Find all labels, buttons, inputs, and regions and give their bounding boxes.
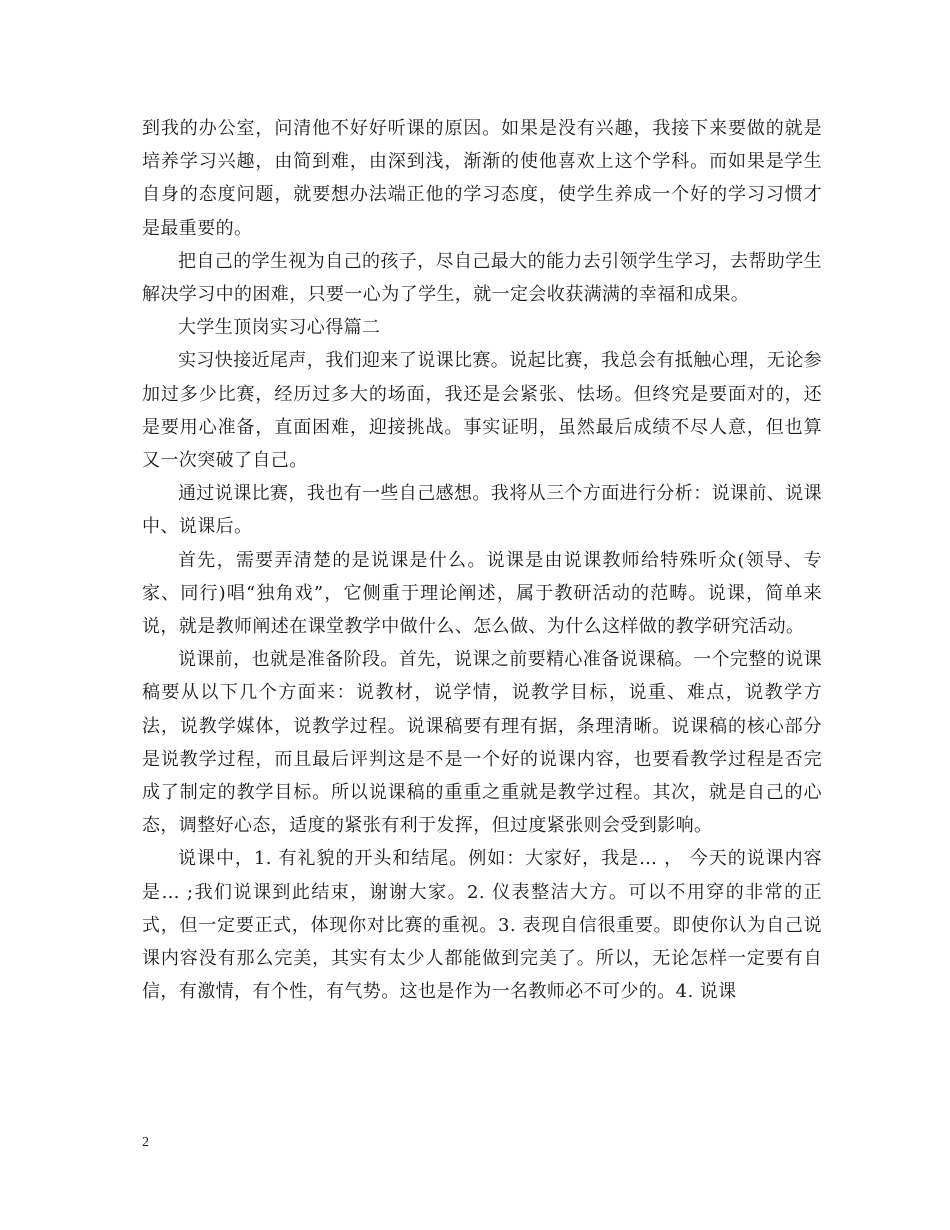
page-number: 2 (142, 1135, 149, 1150)
paragraph: 通过说课比赛，我也有一些自己感想。我将从三个方面进行分析：说课前、说课中、说课后。 (142, 483, 822, 538)
paragraph: 实习快接近尾声，我们迎来了说课比赛。说起比赛，我总会有抵触心理，无论参加过多少比赛，经历过多大的场面，我还是会紧张、怯场。但终究是要面对的，还是要用心准备，直面困难，迎接挑战。事实证明，虽然最后成绩不尽人意，但也算又一次突破了自己。 (142, 350, 822, 472)
paragraph: 首先，需要弄清楚的是说课是什么。说课是由说课教师给特殊听众(领导、专家、同行)唱“独角戏”，它侧重于理论阐述，属于教研活动的范畴。说课，简单来说，就是教师阐述在课堂教学中做什么、怎么做、为什么这样做的教学研究活动。 (142, 549, 822, 638)
paragraph: 说课前，也就是准备阶段。首先，说课之前要精心准备说课稿。一个完整的说课稿要从以下几个方面来：说教材，说学情，说教学目标，说重、难点，说教学方法，说教学媒体，说教学过程。说课稿要有理有据，条理清晰。说课稿的核心部分是说教学过程，而且最后评判这是不是一个好的说课内容，也要看教学过程是否完成了制定的教学目标。所以说课稿的重重之重就是教学过程。其次，就是自己的心态，调整好心态，适度的紧张有利于发挥，但过度紧张则会受到影响。 (142, 649, 822, 837)
paragraph: 说课中，1. 有礼貌的开头和结尾。例如：大家好，我是… ， 今天的说课内容是… ;我们说课到此结束，谢谢大家。2. 仪表整洁大方。可以不用穿的非常的正式，但一定要正式，体现你对比赛的重视。3. 表现自信很重要。即使你认为自己说课内容没有那么完美，其实有太少人都能做到完美了。所以，无论怎样一定要有自信，有激情，有个性，有气势。这也是作为一名教师必不可少的。4. 说课 (142, 848, 822, 1003)
paragraph-continuation: 到我的办公室，问清他不好好听课的原因。如果是没有兴趣，我接下来要做的就是培养学习兴趣，由简到难，由深到浅，渐渐的使他喜欢上这个学科。而如果是学生自身的态度问题，就要想办法端正他的学习态度，使学生养成一个好的学习习惯才是最重要的。 (142, 118, 822, 239)
paragraph: 把自己的学生视为自己的孩子，尽自己最大的能力去引领学生学习，去帮助学生解决学习中的困难，只要一心为了学生，就一定会收获满满的幸福和成果。 (142, 250, 822, 306)
document-body (142, 112, 822, 1008)
section-heading: 大学生顶岗实习心得篇二 (178, 317, 381, 339)
